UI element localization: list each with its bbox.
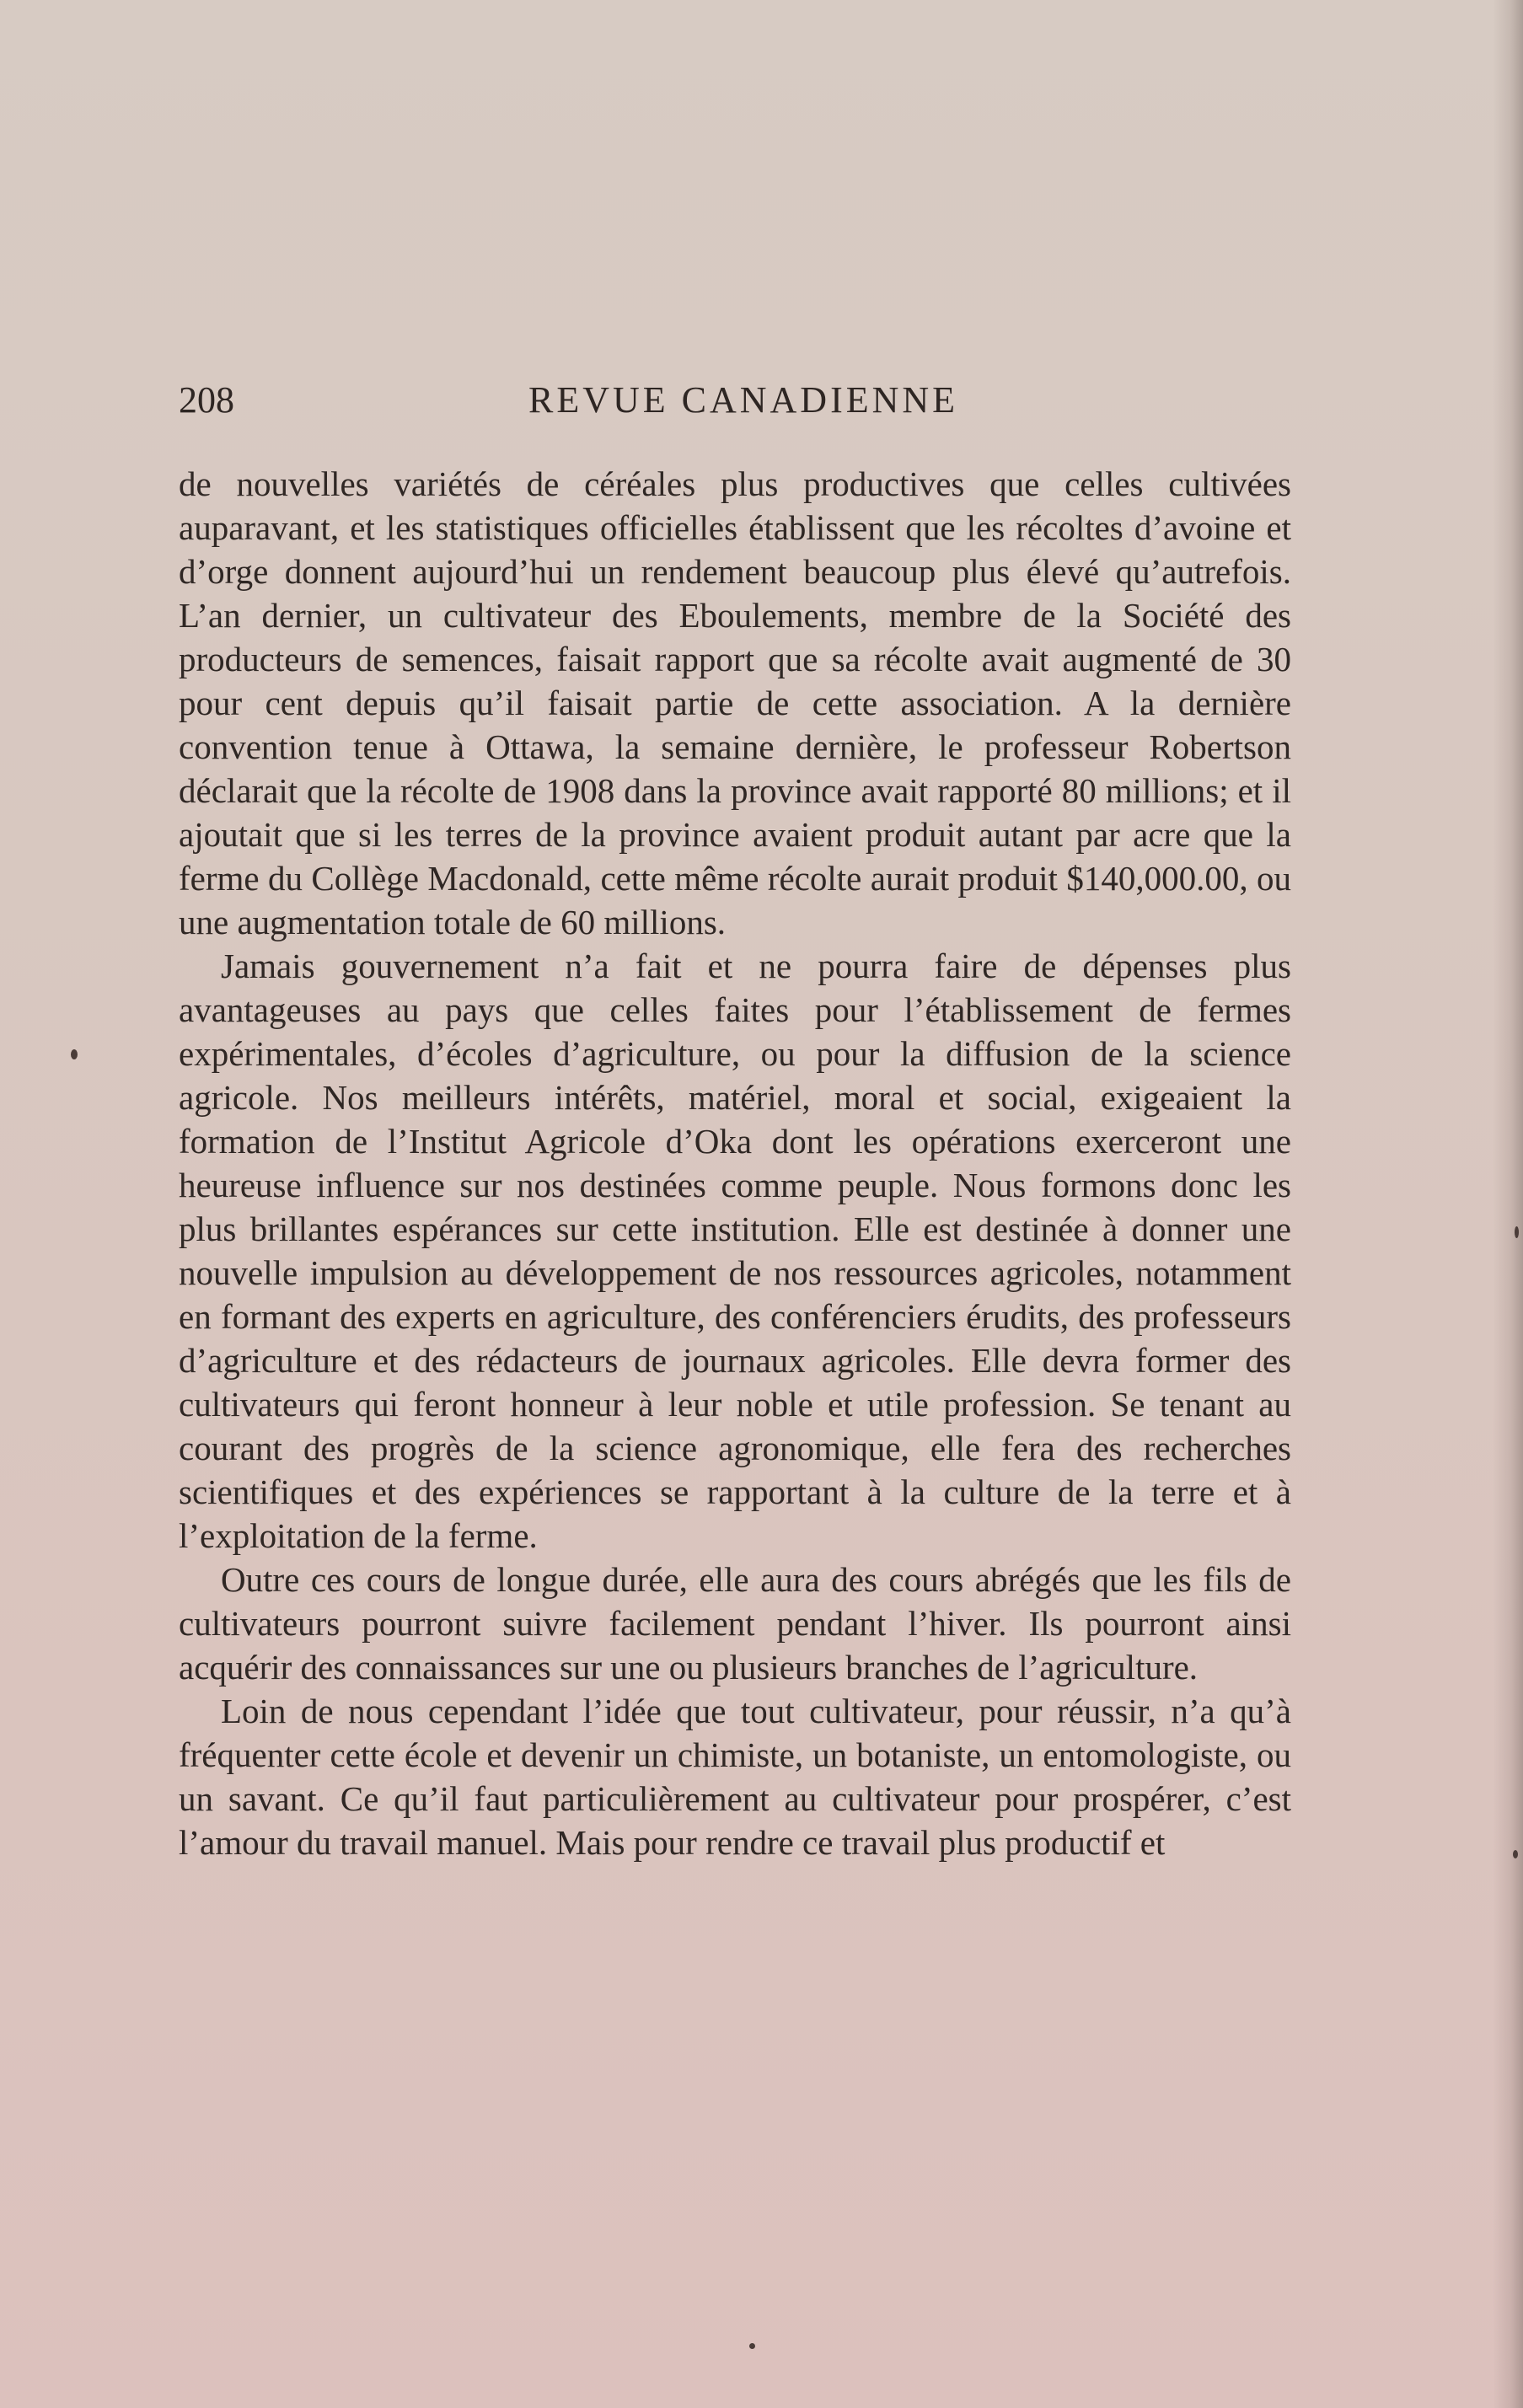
paragraph-4: Loin de nous cependant l’idée que tout cultivateur, pour réussir, n’a qu’à fréquenter cette école et devenir un chimiste, un botaniste, un entomologiste, ou un savant. Ce qu’il faut particulièrement au cultivateur pour prospérer, c’est l’amour du travail manuel. Mais pour rendre ce travail plus productif et <box>179 1692 1291 1862</box>
article-body <box>179 462 1291 1864</box>
page-number: 208 <box>179 379 234 421</box>
paragraph-1: de nouvelles variétés de céréales plus productives que celles cultivées auparavant, et les statistiques officielles établissent que les récoltes d’avoine et d’orge donnent aujourd’hui un rendement beaucoup plus élevé qu’autrefois. L’an dernier, un cultivateur des Eboulements, membre de la Société des producteurs de semences, faisait rapport que sa récolte avait augmenté de 30 pour cent depuis qu’il faisait partie de cette association. A la dernière convention tenue à Ottawa, la semaine dernière, le professeur Robertson déclarait que la récolte de 1908 dans la province avait rapporté 80 millions; et il ajoutait que si les terres de la province avaient produit autant par acre que la ferme du Collège Macdonald, cette même récolte aurait produit $140,000.00, ou une augmentation totale de 60 millions. <box>179 464 1291 941</box>
paragraph-2: Jamais gouvernement n’a fait et ne pourra faire de dépenses plus avantageuses au pays que celles faites pour l’établissement de fermes expérimentales, d’écoles d’agriculture, ou pour la diffusion de la science agricole. Nos meilleurs intérêts, matériel, moral et social, exigeaient la formation de l’Institut Agricole d’Oka dont les opérations exerceront une heureuse influence sur nos destinées comme peuple. Nous formons donc les plus brillantes espérances sur cette institution. Elle est destinée à donner une nouvelle impulsion au développement de nos ressources agricoles, notamment en formant des experts en agriculture, des conférenciers érudits, des professeurs d’agriculture et des rédacteurs de journaux agricoles. Elle devra former des cultivateurs qui feront honneur à leur noble et utile profession. Se tenant au courant des progrès de la science agronomique, elle fera des recherches scientifiques et des expériences se rapportant à la culture de la terre et à l’exploitation de la ferme. <box>179 947 1291 1555</box>
ink-speck <box>71 1049 78 1059</box>
ink-speck <box>1513 1850 1518 1858</box>
running-title: REVUE CANADIENNE <box>528 379 959 421</box>
ink-speck <box>749 2343 755 2349</box>
page-header <box>179 371 1300 430</box>
ink-speck <box>1515 1226 1519 1238</box>
paragraph-3: Outre ces cours de longue durée, elle aura des cours abrégés que les fils de cultivateurs pourront suivre facilement pendant l’hiver. Ils pourront ainsi acquérir des connaissances sur une ou plusieurs branches de l’agriculture. <box>179 1560 1291 1687</box>
page-edge-shadow <box>1493 0 1523 2408</box>
